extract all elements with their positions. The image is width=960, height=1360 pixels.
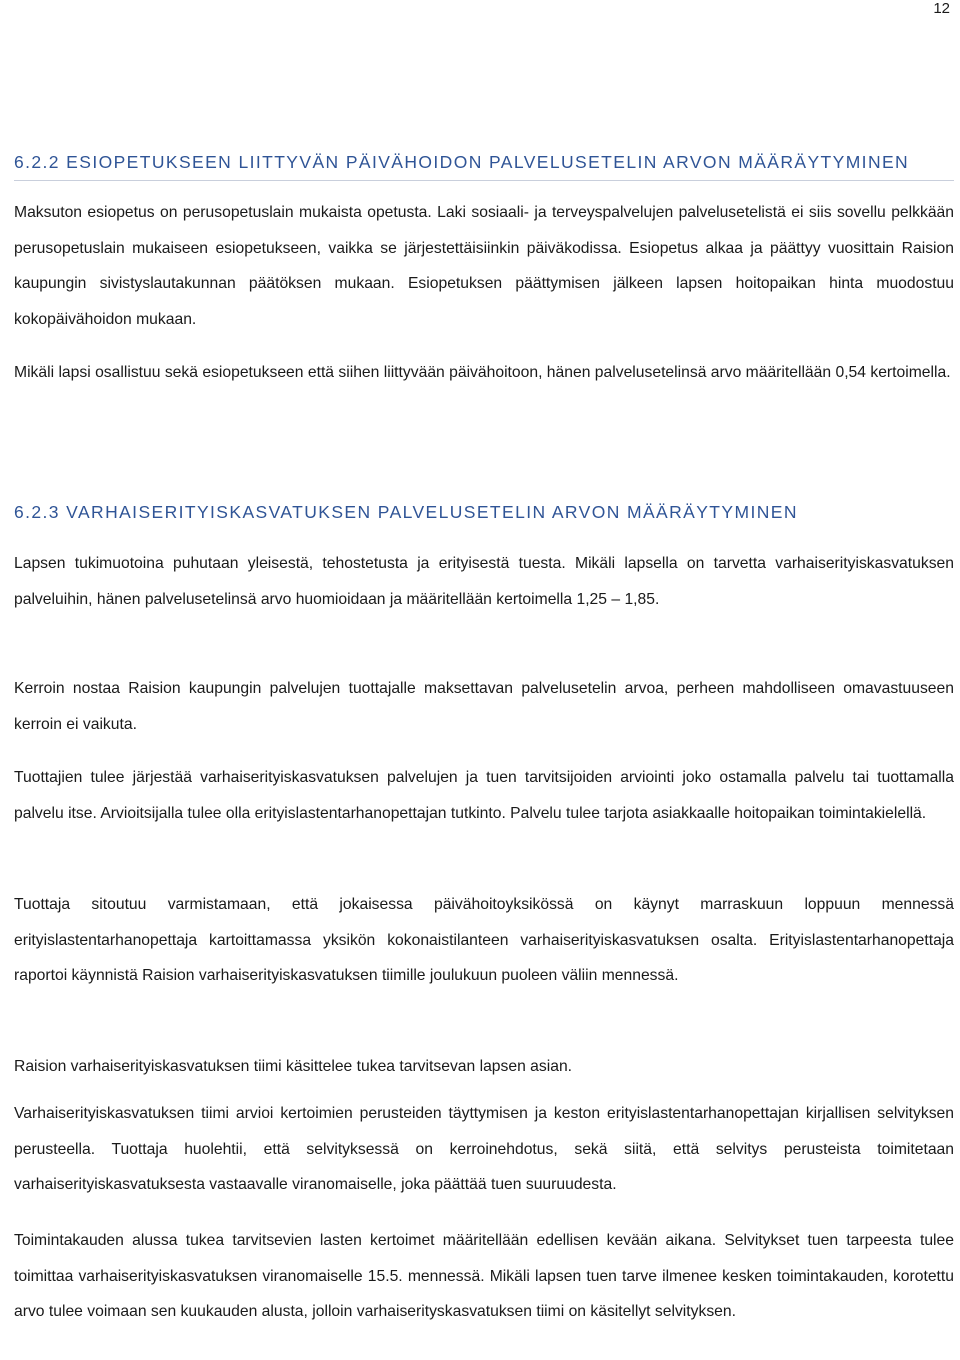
- paragraph: Kerroin nostaa Raision kaupungin palvelujen tuottajalle maksettavan palvelusetelin arvoa, perheen mahdolliseen omavastuuseen kerroin ei vaikuta.: [14, 680, 954, 733]
- paragraph: Tuottajien tulee järjestää varhaiserityiskasvatuksen palvelujen ja tuen tarvitsijoiden arviointi joko ostamalla palvelu tai tuottamalla palvelu itse. Arvioitsijalla tulee olla erityislastentarhanopettajan tutkinto. Palvelu tulee tarjota asiakkaalle hoitopaikan toimintakielellä.: [14, 769, 954, 822]
- paragraph: Maksuton esiopetus on perusopetuslain mukaista opetusta. Laki sosiaali- ja terveyspalvelujen palvelusetelistä ei siis sovellu pelkkään perusopetuslain mukaiseen esiopetukseen, vaikka se järjestettäisiinkin päiväkodissa. Esiopetus alkaa ja päättyy vuosittain Raision kaupungin sivistyslautakunnan päätöksen mukaan. Esiopetuksen päättymisen jälkeen lapsen hoitopaikan hinta muodostuu kokopäivähoidon mukaan.: [14, 204, 954, 328]
- section-heading-6-2-3: 6.2.3 VARHAISERITYISKASVATUKSEN PALVELUSETELIN ARVON MÄÄRÄYTYMINEN: [14, 502, 798, 522]
- paragraph: Lapsen tukimuotoina puhutaan yleisestä, tehostetusta ja erityisestä tuesta. Mikäli lapsella on tarvetta varhaiserityiskasvatuksen palveluihin, hänen palvelusetelinsä arvo huomioidaan ja määritellään kertoimella 1,25 – 1,85.: [14, 555, 954, 608]
- page-number: 12: [933, 0, 950, 17]
- paragraph: Varhaiserityiskasvatuksen tiimi arvioi kertoimien perusteiden täyttymisen ja keston erityislastentarhanopettajan kirjallisen selvityksen perusteella. Tuottaja huolehtii, että selvityksessä on kerroinehdotus, sekä siitä, että selvitys perusteista toimitetaan varhaiserityiskasvatuksesta vastaavalle viranomaiselle, joka päättää tuen suuruudesta.: [14, 1105, 954, 1193]
- paragraph: Tuottaja sitoutuu varmistamaan, että jokaisessa päivähoitoyksikössä on käynyt marraskuun loppuun mennessä erityislastentarhanopettaja kartoittamassa yksikön kokonaistilanteen varhaiserityiskasvatuksen osalta. Erityislastentarhanopettaja raportoi käynnistä Raision varhaiserityiskasvatuksen tiimille joulukuun puoleen väliin mennessä.: [14, 896, 954, 984]
- paragraph: Toimintakauden alussa tukea tarvitsevien lasten kertoimet määritellään edellisen kevään aikana. Selvitykset tuen tarpeesta tulee toimittaa varhaiserityiskasvatuksen viranomaiselle 15.5. mennessä. Mikäli lapsen tuen tarve ilmenee kesken toimintakauden, korotettu arvo tulee voimaan sen kuukauden alusta, jolloin varhaiserityskasvatuksen tiimi on käsitellyt selvityksen.: [14, 1232, 954, 1320]
- paragraph: Mikäli lapsi osallistuu sekä esiopetukseen että siihen liittyvään päivähoitoon, hänen palvelusetelinsä arvo määritellään 0,54 kertoimella.: [14, 364, 951, 381]
- paragraph: Raision varhaiserityiskasvatuksen tiimi käsittelee tukea tarvitsevan lapsen asian.: [14, 1058, 573, 1075]
- section-heading-6-2-2: 6.2.2 ESIOPETUKSEEN LIITTYVÄN PÄIVÄHOIDON PALVELUSETELIN ARVON MÄÄRÄYTYMINEN: [14, 152, 954, 181]
